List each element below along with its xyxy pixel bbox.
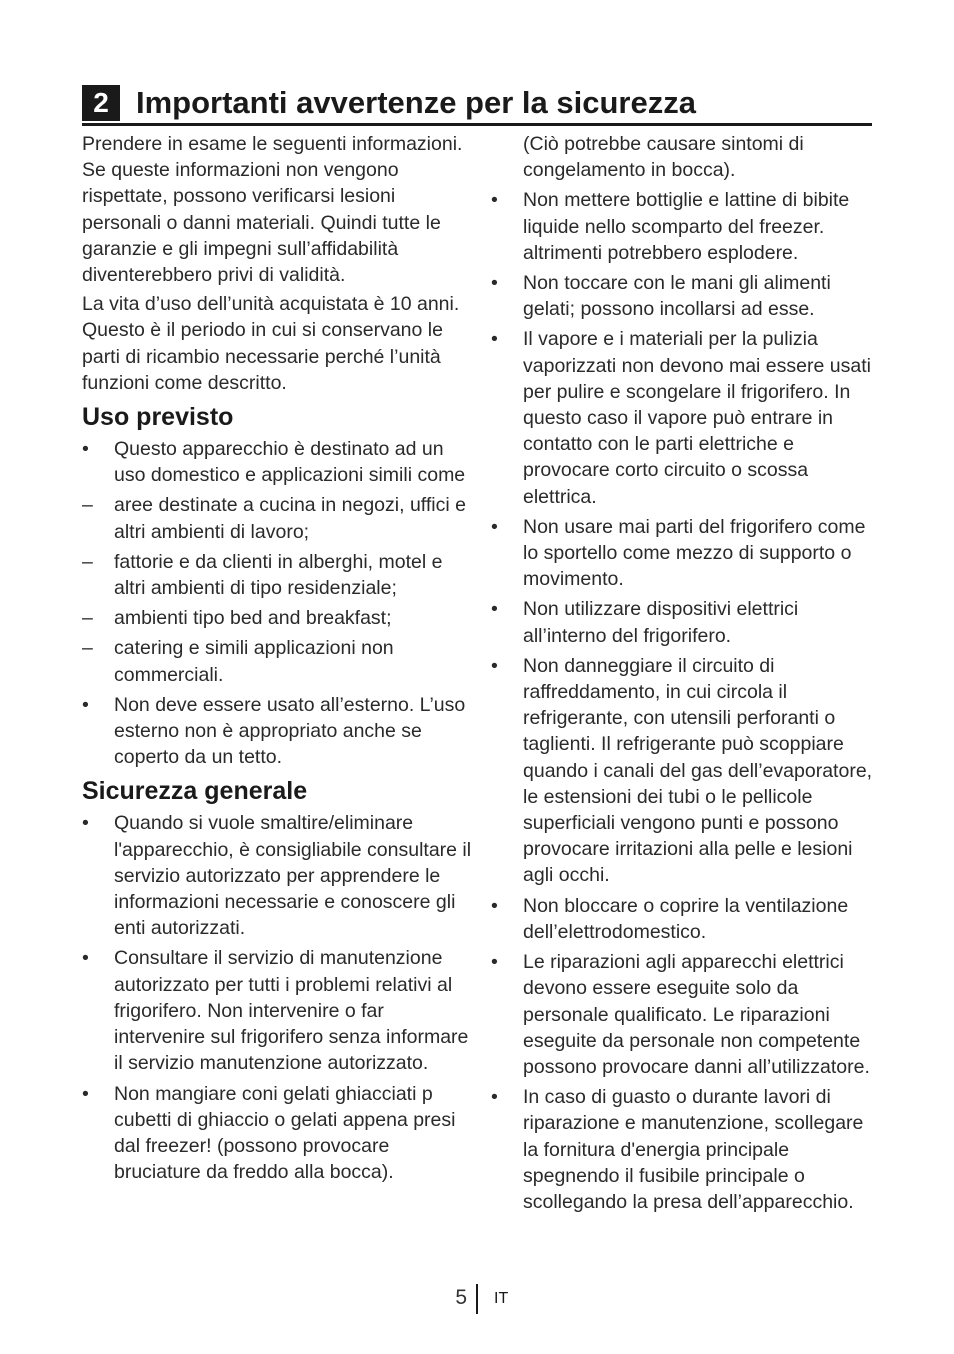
list-item — [82, 635, 474, 687]
bullet-marker: • — [491, 951, 498, 974]
list-item — [491, 949, 883, 1080]
right-column — [491, 131, 883, 1219]
dash-marker: – — [82, 494, 93, 517]
bullet-marker: • — [82, 947, 89, 970]
bullet-marker: • — [491, 1086, 498, 1109]
language-code: IT — [494, 1290, 509, 1307]
uso-previsto-list — [82, 436, 474, 770]
list-item-text: Non toccare con le mani gli alimenti gelati; possono incollarsi ad esse. — [523, 272, 831, 321]
dash-marker: – — [82, 607, 93, 630]
list-item — [491, 187, 883, 266]
list-item — [82, 492, 474, 544]
list-item-text: Non mettere bottiglie e lattine di bibite liquide nello scomparto del freezer. altrimenti potrebbero esplodere. — [523, 189, 850, 264]
sicurezza-generale-list — [82, 810, 474, 1185]
bullet-marker: • — [82, 1082, 89, 1105]
list-item — [491, 1084, 883, 1215]
bullet-marker: • — [491, 328, 498, 351]
list-item — [82, 605, 474, 631]
list-item — [82, 1081, 474, 1186]
bullet-marker: • — [82, 693, 89, 716]
list-item-text: Non deve essere usato all’esterno. L’uso esterno non è appropriato anche se coperto da un tetto. — [114, 693, 466, 769]
bullet-marker: • — [491, 272, 498, 295]
list-item-text: ambienti tipo bed and breakfast; — [114, 607, 392, 630]
list-item-text: Non bloccare o coprire la ventilazione dell’elettrodomestico. — [523, 894, 849, 943]
list-item-text: Le riparazioni agli apparecchi elettrici devono essere eseguite solo da personale qualificato. Le riparazioni eseguite da personale non competente possono provocare danni all’utilizzatore. — [523, 951, 870, 1078]
list-item-text: Non usare mai parti del frigorifero come lo sportello come mezzo di supporto o movimento. — [523, 515, 866, 591]
list-item — [82, 810, 474, 941]
section-heading — [82, 82, 872, 126]
list-item-text: aree destinate a cucina in negozi, uffici e altri ambienti di lavoro; — [114, 494, 466, 543]
list-item — [82, 692, 474, 771]
list-item — [491, 596, 883, 648]
list-item-text: Non danneggiare il circuito di raffreddamento, in cui circola il refrigerante, con utensili perforanti o taglienti. Il refrigerante può scoppiare quando i canali del gas dell’evaporatore, le estensioni dei tubi o le pellicole superficiali vengono punti e possono provocare irritazioni alla pelle e lesioni agli occhi. — [523, 654, 873, 887]
section-number: 2 — [82, 85, 120, 121]
page-number: 5 — [455, 1286, 467, 1309]
sicurezza-generale-heading: Sicurezza generale — [82, 777, 308, 806]
left-column — [82, 131, 474, 1189]
list-item-text: Il vapore e i materiali per la pulizia vaporizzati non devono mai essere usati per pulire e scongelare il frigorifero. In questo caso il vapore può entrare in contatto con le parti elettriche e provocare corto circuito o scossa elettrica. — [523, 328, 871, 508]
page-title: Importanti avvertenze per la sicurezza — [136, 85, 696, 120]
bullet-marker: • — [82, 812, 89, 835]
list-item-text: Non mangiare coni gelati ghiacciati p cubetti di ghiaccio o gelati appena presi dal freezer! (possono provocare bruciature da freddo alla bocca). — [114, 1082, 456, 1184]
intro-paragraph: La vita d’uso dell’unità acquistata è 10 anni. Questo è il periodo in cui si conservano le parti di ricambio necessarie perché l’unità funzioni come descritto. — [82, 293, 460, 394]
list-item-text: fattorie e da clienti in alberghi, motel e altri ambienti di tipo residenziale; — [114, 550, 443, 600]
list-item — [491, 514, 883, 593]
list-item — [491, 893, 883, 945]
dash-marker: – — [82, 637, 93, 660]
list-item-text: catering e simili applicazioni non commerciali. — [114, 637, 394, 686]
list-item — [82, 436, 474, 488]
list-item — [491, 270, 883, 322]
bullet-marker: • — [491, 894, 498, 917]
bullet-marker: • — [491, 189, 498, 212]
intro-paragraph: Prendere in esame le seguenti informazioni. Se queste informazioni non vengono rispettate, possono verificarsi lesioni personali o danni materiali. Quindi tutte le garanzie e gli impegni sull’affidabilità diventerebbero privi di validità. — [82, 133, 463, 287]
continuation-text: (Ciò potrebbe causare sintomi di congelamento in bocca). — [523, 133, 804, 182]
list-item-text: In caso di guasto o durante lavori di riparazione e manutenzione, scollegare la fornitura d'energia principale spegnendo il fusibile principale o scollegando la presa dell’apparecchio. — [523, 1086, 864, 1213]
bullet-marker: • — [82, 438, 89, 461]
bullet-marker: • — [491, 598, 498, 621]
list-item — [491, 326, 883, 509]
list-item-text: Non utilizzare dispositivi elettrici all’interno del frigorifero. — [523, 598, 799, 647]
list-item — [82, 945, 474, 1076]
list-item — [491, 653, 883, 889]
list-item-text: Quando si vuole smaltire/eliminare l'apparecchio, è consigliabile consultare il servizio autorizzato per apprendere le informazioni necessarie e conoscere gli enti autorizzati. — [114, 812, 472, 940]
footer-divider — [476, 1284, 478, 1314]
bullet-marker: • — [491, 654, 498, 677]
page-footer — [0, 1284, 954, 1314]
bullet-marker: • — [491, 515, 498, 538]
dash-marker: – — [82, 550, 93, 573]
uso-previsto-heading: Uso previsto — [82, 403, 234, 432]
list-item — [82, 549, 474, 601]
sicurezza-generale-list-continued — [491, 187, 883, 1215]
list-item-text: Consultare il servizio di manutenzione autorizzato per tutti i problemi relativi al frigorifero. Non intervenire o far intervenire sul frigorifero senza informare il servizio manutenzione autorizzato. — [114, 947, 469, 1075]
list-item-text: Questo apparecchio è destinato ad un uso domestico e applicazioni simili come — [114, 438, 466, 487]
